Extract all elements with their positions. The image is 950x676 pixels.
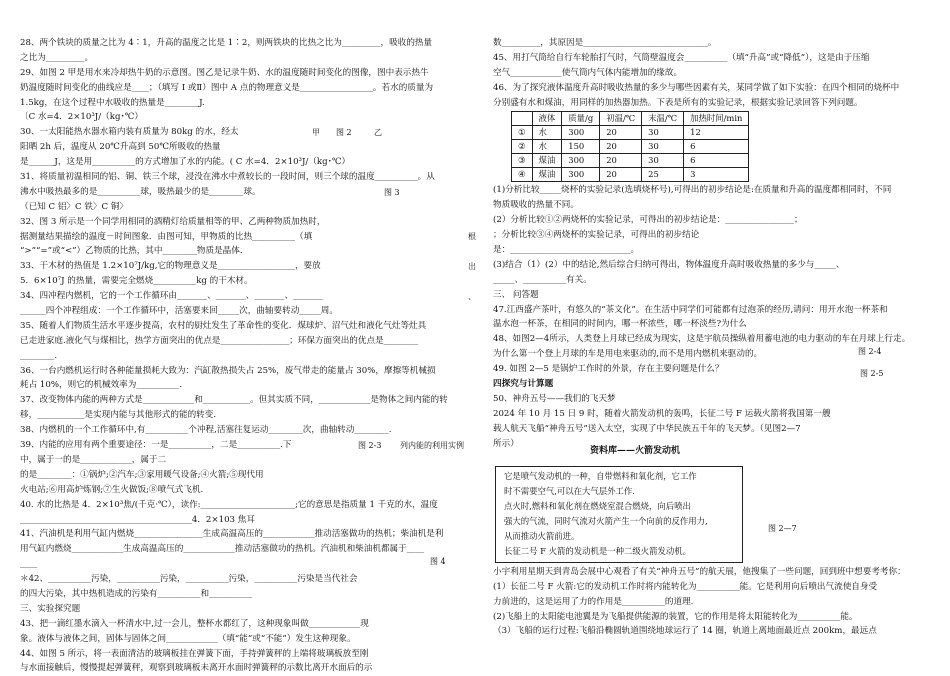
text-line: 41、汽油机是利用气缸内燃烧________________生成高温高压的____________推动活塞做功的热机；柴油机是利 bbox=[20, 529, 444, 540]
table-header-cell: 液体 bbox=[532, 112, 562, 126]
table-cell: 20 bbox=[600, 168, 642, 182]
table-header-cell: 末温/℃ bbox=[642, 112, 684, 126]
text-line: （已知 C 铝〉C 铁〉C 铜〉 bbox=[20, 201, 128, 212]
fig2-yi-label: 乙 bbox=[374, 128, 382, 137]
text-line: 力前进的，这是运用了力的作用是__________的道理. bbox=[493, 596, 694, 607]
text-line: 31、将质量初温相同的铝、铜、铁三个球，浸没在沸水中煮较长的一段时间，则三个球的温度__________。从 bbox=[20, 172, 435, 183]
text-line: ____ bbox=[20, 559, 38, 570]
text-line: 是：____________________________。 bbox=[493, 245, 640, 256]
text-line: ________________________________________4．2×103 焦耳 bbox=[20, 514, 255, 525]
text-line: ；分析比较③④两烧杯的实验记录，可得出的初步结论 bbox=[493, 230, 700, 241]
table-cell: 25 bbox=[642, 168, 684, 182]
text-line: 与水面接触后，慢慢提起弹簧秤，观察到玻璃板未离开水面时弹簧秤的示数比离开水面后的示 bbox=[20, 663, 373, 674]
table-cell: 煤油 bbox=[532, 168, 562, 182]
table-cell: 30 bbox=[642, 154, 684, 168]
text-line: 物质吸收的热量不同。 bbox=[493, 200, 579, 211]
text-line: (2）分析比较①②两烧杯的实验记录，可得出的初步结论是：________________； bbox=[493, 215, 803, 226]
table-header-cell bbox=[512, 112, 533, 126]
text-line: 5．6×10⁷J 的热量，需要完全燃烧__________kg 的干木材。 bbox=[20, 276, 253, 287]
fig2-jia-label: 甲 bbox=[312, 128, 320, 137]
text-line: 〔C 水=4．2×10³J/（kg･℃） bbox=[20, 112, 143, 123]
fig3-gen: 根 bbox=[468, 232, 476, 241]
fig2-4-label: 图 2-4 bbox=[858, 347, 882, 356]
infobox-line: 从而推动火箭前进。 bbox=[504, 531, 580, 542]
text-line: 30、一太阳能热水器水箱内装有质量为 80kg 的水，经太 bbox=[20, 127, 239, 138]
text-line: 温水泡一杯茶，在相同的时间内，哪一杯浓些，哪一杯淡些?为什么 bbox=[493, 319, 747, 330]
table-cell: ③ bbox=[512, 154, 533, 168]
text-line: (3)结合（1）(2）中的结论,然后综合归纳可得出，物体温度升高时吸收热量的多少与_____、 bbox=[493, 259, 845, 270]
text-line: 44、如图 5 所示，将一表面清洁的玻璃板挂在弹簧下面，手持弹簧秤的上端将玻璃板放至刚 bbox=[20, 648, 369, 659]
table-cell: 300 bbox=[562, 126, 600, 140]
table-cell: 150 bbox=[562, 140, 600, 154]
right-bottom-block bbox=[493, 565, 933, 639]
text-line: 34、四冲程内燃机，它的一个工作循环由_______、_______、_______、_______ bbox=[20, 291, 324, 302]
text-line: 50、神舟五号——我们的飞天梦 bbox=[493, 393, 616, 404]
text-line: 三、 问答题 bbox=[493, 289, 539, 300]
infobox-line: 强大的气流，同时气流对火箭产生一个向前的反作用力, bbox=[504, 516, 708, 527]
text-line: (1)分析比较_____烧杯的实验记录(选填烧杯号),可得出的初步结论是:在质量和升高的温度都相同时，不同 bbox=[493, 185, 892, 196]
text-line: 三、实验探究题 bbox=[20, 603, 81, 614]
text-line: 40. 水的比热是 4．2×10³焦/(千克·℃），读作:______________________;它的意思是指质量 1 千克的水，温度 bbox=[20, 499, 438, 510]
text-line: 耗占 10%，则它的机械效率为__________. bbox=[20, 380, 183, 391]
table-cell: 20 bbox=[600, 140, 642, 154]
text-line: 据测量结果描绘的温度－时间图象．由图可知，甲物质的比热__________（填 bbox=[20, 231, 313, 242]
text-line: 37、改变物体内能的两种方式是____________和___________。但其实质不同，____________是物体之间内能的转 bbox=[20, 395, 448, 406]
right-top-block bbox=[493, 36, 933, 110]
infobox-line: 它是喷气发动机的一种，自带燃料和氧化剂，它工作 bbox=[504, 471, 697, 482]
infobox-title: 资料库——火箭发动机 bbox=[590, 446, 681, 456]
text-line: 29、如图 2 甲是用水来冷却热牛奶的示意图。图乙是记录牛奶、水的温度随时间变化的图像，图中表示热牛 bbox=[20, 67, 429, 78]
text-line: 小宇利用星期天到青岛会展中心观看了有关“神舟五号”的航天展，他搜集了一些问题，回到班中想要考考你： bbox=[493, 566, 906, 577]
left-column bbox=[20, 36, 485, 676]
text-line: 46、为了探究液体温度升高时吸收热量的多少与哪些因素有关，某同学做了如下实验：在四个相同的烧杯中 bbox=[493, 82, 900, 93]
rocket-engine-infobox bbox=[495, 466, 743, 562]
table-cell: 水 bbox=[532, 126, 562, 140]
table-cell: ② bbox=[512, 140, 533, 154]
text-line: “>”“=”或“<”）乙物质的比热，其中________物质是晶体． bbox=[20, 246, 249, 257]
text-line: 32、图 3 所示是一个同学用相同的酒精灯给质量相等的甲、乙两种物质加热时， bbox=[20, 216, 326, 227]
fig4-label: 图 4 bbox=[430, 557, 446, 566]
text-line: 分别盛有水和煤油，用同样的加热器加热。下表是所有的实验记录，根据实验记录回答下列问题。 bbox=[493, 97, 863, 108]
text-line: 所示） bbox=[493, 438, 519, 449]
text-line: (2)飞船上的太阳能电池翼是为飞船提供能源的装置，它的作用是将太阳能转化为__________能。 bbox=[493, 611, 858, 622]
text-line: 中，属于一的是____________，属于二 bbox=[20, 454, 167, 465]
text-line: 移，___________是实现内能与其他形式的能的转变. bbox=[20, 410, 217, 421]
text-line: _____、__________有关。 bbox=[493, 274, 592, 285]
text-line: 象。液体与液体之间，固体与固体之间____________（填“能”或“不能”）发生这种现象。 bbox=[20, 633, 356, 644]
table-row bbox=[512, 168, 749, 182]
text-line: ＊42、__________污染，__________污染，__________污染，__________污染是当代社会 bbox=[20, 574, 358, 585]
text-line: 沸水中吸热最多的是__________球，吸热最少的是________球。 bbox=[20, 186, 261, 197]
text-line: ________. bbox=[20, 350, 58, 361]
text-line: 阳晒 2h 后，温度从 20℃升高到 50℃所吸收的热量 bbox=[20, 142, 221, 153]
text-line: 39、内能的应用有两个重要途径：一是__________，二是__________.下 bbox=[20, 440, 292, 451]
fig3-label: 图 3 bbox=[384, 188, 400, 197]
text-line: (1）长征二号 F 火箭:它的发动机工作时将内能转化为__________能。它是利用向后喷出气流使自身受 bbox=[493, 581, 878, 592]
text-line: 48、如图2—4所示，人类登上月球已经成为现实，这是宇航员操纵着用蓄电池的电力驱动的车在月球上行走。 bbox=[493, 334, 911, 345]
table-cell: 30 bbox=[642, 140, 684, 154]
table-cell: 20 bbox=[600, 154, 642, 168]
text-line: ______四个冲程组成：一个工作循环中，活塞要来回_____次，曲轴要转动_____周。 bbox=[20, 306, 338, 317]
table-row bbox=[512, 154, 749, 168]
text-line: 为什么第一个登上月球的车是用电来驱动的,而不是用内燃机来驱动的。 bbox=[493, 349, 763, 360]
fig2-label: 图 2 bbox=[336, 128, 352, 137]
table-cell: 煤油 bbox=[532, 154, 562, 168]
fig2-3-tail: 列内能的利用实例 bbox=[400, 441, 464, 450]
infobox-line: 长征二号 F 火箭的发动机是一种二级火箭发动机。 bbox=[504, 545, 692, 556]
table-cell: 3 bbox=[684, 168, 749, 182]
table-cell: 12 bbox=[684, 126, 749, 140]
infobox-line: 时不需要空气,可以在大气层外工作. bbox=[504, 486, 635, 497]
text-line: 43、把一滴红墨水滴入一杯清水中,过一会儿，整杯水都红了，这种现象叫做____________现 bbox=[20, 618, 369, 629]
table-header-cell: 质量/g bbox=[562, 112, 600, 126]
table-cell: 300 bbox=[562, 154, 600, 168]
table-header-cell: 加热时间/min bbox=[684, 112, 749, 126]
table-cell: 30 bbox=[642, 126, 684, 140]
fig2-3-label: 图 2-3 bbox=[358, 441, 382, 450]
text-line: 的四大污染，其中热机造成的污染有__________和__________ bbox=[20, 588, 253, 599]
question-49: 49. 如图 2—5 是锅炉工作时的外景，存在主要问题是什么？ bbox=[493, 364, 724, 375]
text-line: 38、内燃机的一个工作循环中,有__________个冲程,活塞往复运动________次，曲轴转动________. bbox=[20, 425, 392, 436]
experiment-table bbox=[511, 111, 749, 182]
section-4-heading: 四探究与计算题 bbox=[493, 379, 554, 390]
table-cell: 300 bbox=[562, 168, 600, 182]
text-line: 用气缸内燃烧____________生成高温高压的____________推动活塞做功的热机。汽油机和柴油机都属于____ bbox=[20, 544, 424, 555]
table-cell: 6 bbox=[684, 154, 749, 168]
text-line: 奶温度随时间变化的曲线应是____；（填写 I 或Ⅱ）图中 A 点的物理意义是_________________。若水的质量为 bbox=[20, 82, 434, 93]
text-line: 45、用打气筒给自行车轮胎打气时，气筒壁温度会__________（填“升高”或“降低”），这是由于压缩 bbox=[493, 52, 870, 63]
text-line: 28、两个铁块的质量之比为 4∶1，升高的温度之比是 1∶2，则两铁块的比热之比为_________，吸收的热量 bbox=[20, 38, 433, 48]
table-cell: 水 bbox=[532, 140, 562, 154]
text-line: 是______J，这是用__________的方式增加了水的内能。( C 水=4．2×10³J/（kg･℃） bbox=[20, 157, 351, 168]
right-mid-block bbox=[493, 183, 933, 362]
fig2-7-label: 图 2—7 bbox=[768, 524, 797, 533]
text-line: 35、随着人们物质生活水平逐步提高，农村的厨灶发生了革命性的变化．煤球炉、沼气灶和液化气灶等灶具 bbox=[20, 320, 427, 331]
text-line: 33、干木材的热值是 1.2×10⁷J/kg,它的物理意义是__________________，要放 bbox=[20, 261, 321, 272]
question-50-intro bbox=[493, 392, 933, 452]
table-header-cell: 初温/℃ bbox=[600, 112, 642, 126]
fig3-chu: 出 bbox=[468, 262, 476, 271]
fig2-5-label: 图 2-5 bbox=[860, 369, 884, 378]
right-column bbox=[493, 36, 933, 639]
text-line: 数_________，其原因是_____________________________。 bbox=[493, 38, 717, 48]
text-line: （3）飞船的运行过程:飞船沿椭圆轨道围绕地球运行了 14 圈，轨道上离地面最近点 200km，最远点 bbox=[493, 626, 877, 637]
text-line: 2024 年 10 月 15 日 9 时，随着火箭发动机的轰鸣，长征二号 F 运载火箭将我国第一艘 bbox=[493, 408, 831, 419]
table-cell: ① bbox=[512, 126, 533, 140]
table-cell: 20 bbox=[600, 126, 642, 140]
table-row bbox=[512, 140, 749, 154]
text-line: 36、一台内燃机运行时各种能量损耗大致为：汽缸散热损失占 25%，废气带走的能量占 30%，摩擦等机械损 bbox=[20, 365, 436, 376]
table-header-row bbox=[512, 112, 749, 126]
text-line: 载人航天飞船“神舟五号”送入太空，实现了中华民族五千年的飞天梦。（见图2—7 bbox=[493, 423, 801, 434]
text-line: 火电站;⑥用高炉炼钢;⑦生火做饭;⑧喷气式飞机. bbox=[20, 484, 204, 495]
table-cell: 6 bbox=[684, 140, 749, 154]
text-line: 已走进家庭.液化气与煤相比，热学方面突出的优点是________________；环保方面突出的优点是________ bbox=[20, 335, 419, 346]
dunhao-mark: 、 bbox=[468, 292, 476, 301]
infobox-line: 点火时,燃料和氧化剂在燃烧室混合燃烧，向后喷出 bbox=[504, 501, 691, 512]
text-line: 47.江西盛产茶叶，有悠久的“茶文化”。在生活中同学们可能都有过泡茶的经历,请问：用开水泡一杯茶和 bbox=[493, 304, 888, 315]
table-row bbox=[512, 126, 749, 140]
table-cell: ④ bbox=[512, 168, 533, 182]
text-line: 1.5kg，在这个过程中水吸收的热量是________J. bbox=[20, 97, 205, 108]
text-line: 空气____________使气筒内气体内能增加的缘故。 bbox=[493, 67, 683, 78]
text-line: 之比为_________。 bbox=[20, 52, 94, 63]
text-line: 的是________：①锅炉;②汽车;③家用暖气设备;④火箭;⑤现代用 bbox=[20, 469, 264, 480]
